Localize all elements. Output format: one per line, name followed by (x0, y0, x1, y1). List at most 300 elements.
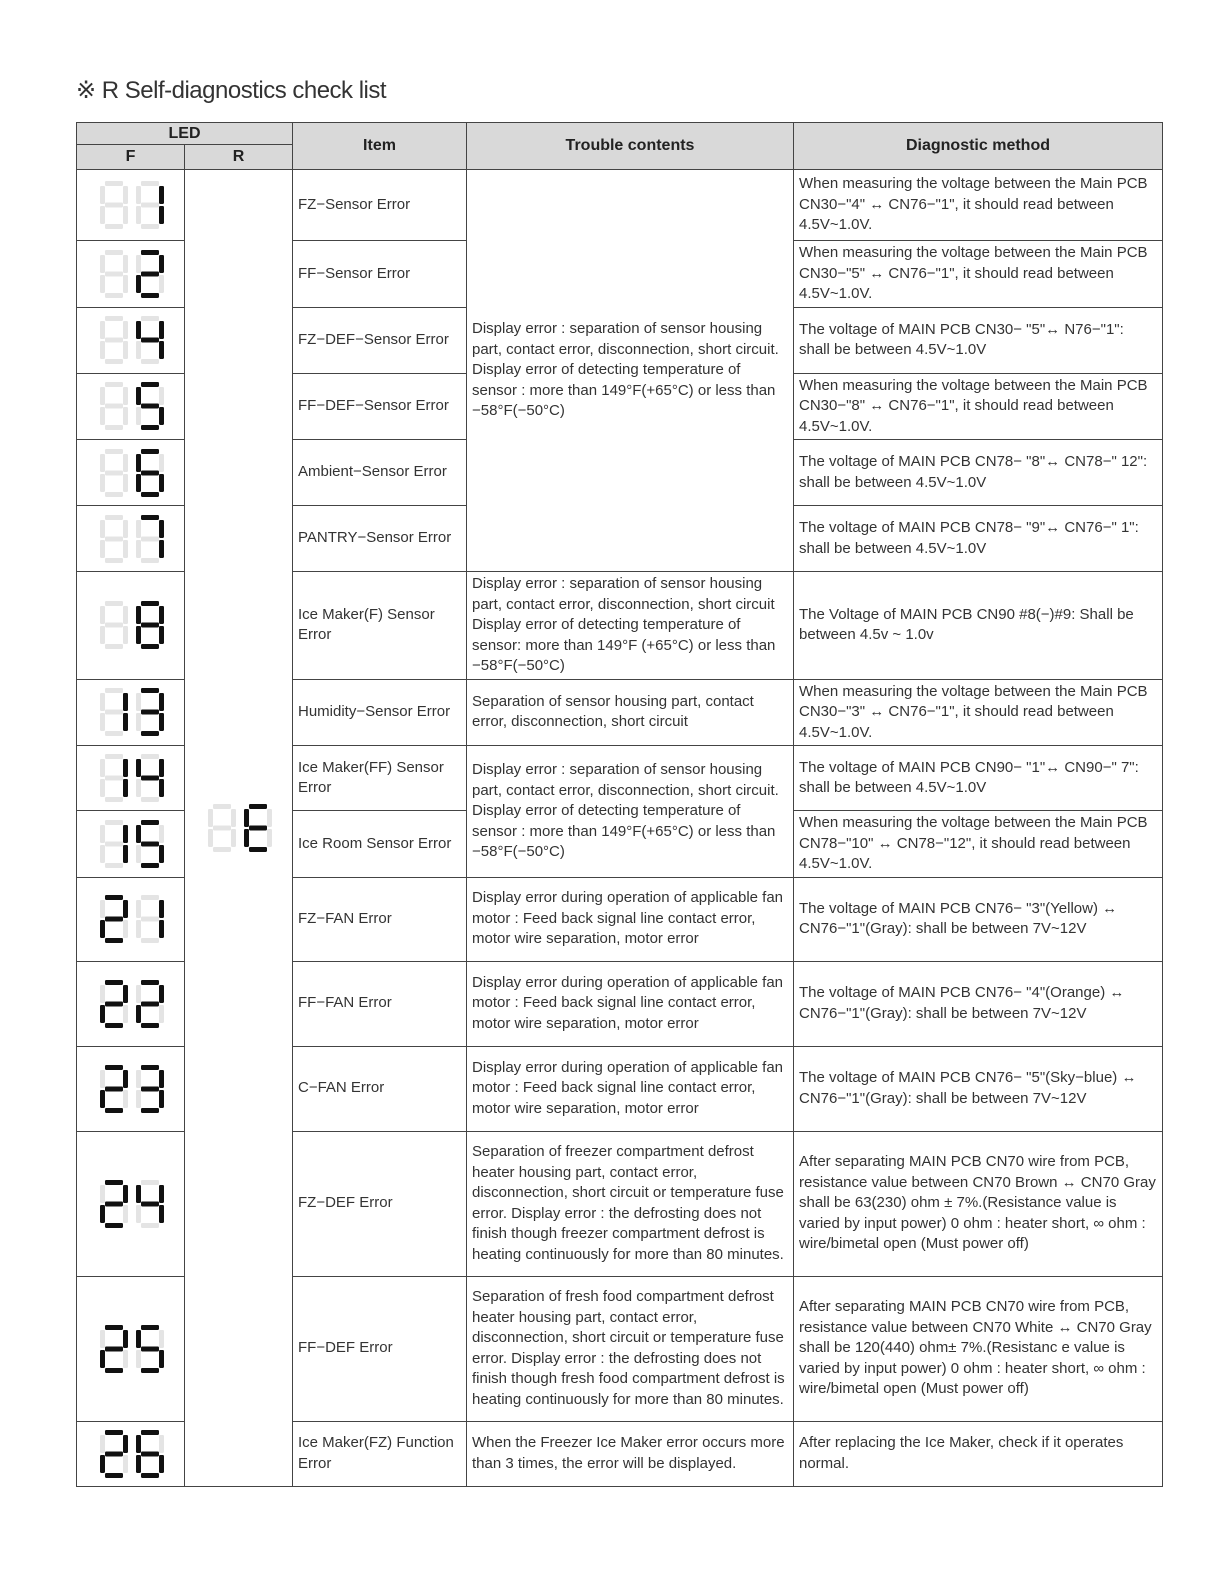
led-segment-c (123, 1090, 128, 1108)
led-segment-f (208, 809, 213, 827)
trouble-cell-sensor-group: Display error : separation of sensor housing part, contact error, disconnection, short circuit. Display error of detecting temperature of sensor : more than 149°F(+65°C) or less than −58°F(−50°C) (467, 170, 794, 572)
led-segment-e (100, 1350, 105, 1368)
led-segment-c (159, 1455, 164, 1473)
led-segment-c (231, 829, 236, 847)
led-segment-d (105, 797, 123, 802)
led-segment-e (136, 779, 141, 797)
led-segment-d (141, 863, 159, 868)
led-segment-b (123, 186, 128, 204)
led-segment-g (105, 1201, 123, 1206)
item-cell: Humidity−Sensor Error (293, 679, 467, 746)
diagnostic-cell: The voltage of MAIN PCB CN78− "9"↔ CN76−" 1": shall be between 4.5V~1.0V (794, 506, 1163, 572)
led-segment-d (105, 1368, 123, 1373)
led-segment-e (136, 540, 141, 558)
led-segment-c (159, 1005, 164, 1023)
led-segment-g (105, 1451, 123, 1456)
led-f-cell (77, 1421, 185, 1486)
diagnostic-cell: When measuring the voltage between the Main PCB CN30−"8" ↔ CN76−"1", it should read between 4.5V~1.0V. (794, 373, 1163, 440)
led-segment-a (105, 1065, 123, 1070)
led-display-f (90, 816, 172, 872)
led-segment-d (141, 1473, 159, 1478)
led-segment-f (136, 693, 141, 711)
item-cell: FZ−DEF−Sensor Error (293, 307, 467, 373)
led-f-cell (77, 877, 185, 961)
led-segment-g (141, 470, 159, 475)
diagnostic-cell: The voltage of MAIN PCB CN78− "8"↔ CN78−" 12": shall be between 4.5V~1.0V (794, 440, 1163, 506)
led-segment-a (105, 316, 123, 321)
led-segment-d (141, 644, 159, 649)
led-segment-b (123, 900, 128, 918)
led-segment-d (141, 1223, 159, 1228)
led-segment-d (141, 938, 159, 943)
led-segment-g (141, 1451, 159, 1456)
led-display-f (90, 891, 172, 947)
item-cell: FZ−DEF Error (293, 1131, 467, 1276)
led-segment-f (100, 255, 105, 273)
led-segment-g (249, 825, 267, 830)
led-segment-b (123, 759, 128, 777)
led-segment-g (105, 536, 123, 541)
led-segment-c (267, 829, 272, 847)
diagnostic-cell: When measuring the voltage between the Main PCB CN30−"3" ↔ CN76−"1", it should read between 4.5V~1.0V. (794, 679, 1163, 746)
led-segment-b (159, 454, 164, 472)
led-segment-c (123, 713, 128, 731)
led-segment-c (159, 1350, 164, 1368)
item-cell: FF−Sensor Error (293, 241, 467, 308)
led-segment-e (100, 779, 105, 797)
led-segment-b (159, 985, 164, 1003)
led-segment-f (100, 454, 105, 472)
led-segment-c (123, 845, 128, 863)
led-segment-d (105, 1223, 123, 1228)
led-segment-g (105, 710, 123, 715)
led-segment-f (136, 1330, 141, 1348)
led-segment-d (141, 1368, 159, 1373)
led-segment-c (159, 407, 164, 425)
item-cell: PANTRY−Sensor Error (293, 506, 467, 572)
led-segment-a (105, 895, 123, 900)
led-segment-a (141, 980, 159, 985)
led-display-f (90, 177, 172, 233)
led-segment-d (141, 731, 159, 736)
led-segment-c (159, 626, 164, 644)
led-segment-c (159, 1205, 164, 1223)
led-segment-a (105, 181, 123, 186)
led-segment-d (105, 1023, 123, 1028)
item-cell: Ice Maker(FZ) Function Error (293, 1421, 467, 1486)
led-segment-g (105, 917, 123, 922)
led-segment-g (141, 536, 159, 541)
led-segment-g (105, 470, 123, 475)
led-segment-d (141, 425, 159, 430)
led-segment-e (136, 1005, 141, 1023)
led-segment-b (123, 520, 128, 538)
led-segment-e (136, 1205, 141, 1223)
led-segment-b (123, 1185, 128, 1203)
led-segment-b (159, 900, 164, 918)
led-segment-g (141, 776, 159, 781)
led-segment-d (141, 359, 159, 364)
self-diagnostics-table (76, 122, 1163, 1487)
led-segment-a (141, 515, 159, 520)
diagnostic-cell: The voltage of MAIN PCB CN76− "5"(Sky−blue) ↔ CN76−"1"(Gray): shall be between 7V~12V (794, 1046, 1163, 1131)
led-segment-c (123, 626, 128, 644)
led-segment-b (123, 693, 128, 711)
led-segment-c (123, 920, 128, 938)
led-f-cell (77, 440, 185, 506)
led-segment-b (159, 520, 164, 538)
led-segment-f (100, 1070, 105, 1088)
item-cell: FZ−Sensor Error (293, 170, 467, 241)
led-segment-f (100, 1185, 105, 1203)
led-segment-a (141, 820, 159, 825)
diagnostic-cell: The voltage of MAIN PCB CN30− "5"↔ N76−"1": shall be between 4.5V~1.0V (794, 307, 1163, 373)
led-segment-d (141, 1023, 159, 1028)
led-display-f (90, 1321, 172, 1377)
item-cell: C−FAN Error (293, 1046, 467, 1131)
header-r: R (185, 145, 293, 170)
led-segment-f (136, 606, 141, 624)
led-segment-b (159, 693, 164, 711)
led-segment-b (123, 825, 128, 843)
led-segment-c (123, 779, 128, 797)
led-segment-f (100, 900, 105, 918)
item-cell: Ambient−Sensor Error (293, 440, 467, 506)
led-f-cell (77, 811, 185, 878)
led-segment-a (141, 1325, 159, 1330)
led-segment-e (100, 540, 105, 558)
led-segment-e (100, 1090, 105, 1108)
diagnostic-cell: After separating MAIN PCB CN70 wire from PCB, resistance value between CN70 Brown ↔ CN70 Gray shall be 63(230) ohm ± 7%.(Resistance value is varied by input power) 0 ohm : heater short, ∞ ohm : wire/bimetal open (Must power off) (794, 1131, 1163, 1276)
led-segment-f (136, 186, 141, 204)
led-segment-g (141, 1346, 159, 1351)
led-segment-b (123, 985, 128, 1003)
led-segment-a (105, 688, 123, 693)
led-segment-d (141, 1108, 159, 1113)
led-segment-e (136, 920, 141, 938)
led-segment-a (105, 382, 123, 387)
led-segment-a (141, 895, 159, 900)
led-segment-a (141, 382, 159, 387)
led-segment-a (141, 1065, 159, 1070)
trouble-cell: When the Freezer Ice Maker error occurs more than 3 times, the error will be displayed. (467, 1421, 794, 1486)
led-segment-c (123, 275, 128, 293)
led-segment-a (105, 250, 123, 255)
led-segment-d (105, 1473, 123, 1478)
led-segment-d (213, 847, 231, 852)
led-segment-a (105, 601, 123, 606)
led-segment-g (105, 1086, 123, 1091)
led-segment-c (123, 1005, 128, 1023)
led-segment-e (136, 1455, 141, 1473)
led-segment-b (123, 387, 128, 405)
led-segment-e (100, 275, 105, 293)
led-segment-b (123, 454, 128, 472)
led-segment-e (244, 829, 249, 847)
led-segment-b (159, 825, 164, 843)
led-display-f (90, 312, 172, 368)
led-segment-g (141, 710, 159, 715)
led-segment-b (267, 809, 272, 827)
led-segment-b (159, 186, 164, 204)
led-segment-e (100, 713, 105, 731)
led-segment-d (105, 731, 123, 736)
led-segment-b (159, 387, 164, 405)
led-segment-e (136, 1350, 141, 1368)
trouble-cell-ice-sensor-group: Display error : separation of sensor housing part, contact error, disconnection, short circuit. Display error of detecting temperature of sensor : more than 149°F(+65°C) or less than −58°F(−50°C) (467, 746, 794, 878)
led-display-f (90, 246, 172, 302)
led-segment-b (123, 1435, 128, 1453)
led-segment-f (100, 1435, 105, 1453)
led-segment-g (105, 271, 123, 276)
led-segment-f (136, 1185, 141, 1203)
led-segment-c (159, 474, 164, 492)
led-segment-c (123, 1455, 128, 1473)
led-segment-d (141, 224, 159, 229)
led-segment-c (159, 1090, 164, 1108)
led-segment-d (105, 863, 123, 868)
trouble-cell: Display error during operation of applicable fan motor : Feed back signal line contact error, motor wire separation, motor error (467, 877, 794, 961)
led-display-f (90, 1176, 172, 1232)
led-segment-a (141, 449, 159, 454)
led-f-cell (77, 241, 185, 308)
led-segment-f (100, 825, 105, 843)
led-display-f (90, 597, 172, 653)
led-segment-b (231, 809, 236, 827)
led-segment-f (100, 321, 105, 339)
led-segment-g (141, 1086, 159, 1091)
led-segment-d (141, 293, 159, 298)
led-segment-d (105, 938, 123, 943)
led-segment-e (100, 920, 105, 938)
led-segment-c (159, 206, 164, 224)
led-segment-f (136, 985, 141, 1003)
led-segment-a (105, 1325, 123, 1330)
header-diagnostic: Diagnostic method (794, 123, 1163, 170)
led-segment-a (141, 316, 159, 321)
led-segment-a (141, 688, 159, 693)
led-f-cell (77, 506, 185, 572)
diagnostic-cell: The voltage of MAIN PCB CN90− "1"↔ CN90−" 7": shall be between 4.5V~1.0V (794, 746, 1163, 811)
led-segment-g (105, 841, 123, 846)
led-segment-g (141, 917, 159, 922)
led-segment-e (100, 1205, 105, 1223)
led-segment-d (105, 644, 123, 649)
trouble-cell: Display error during operation of applicable fan motor : Feed back signal line contact error, motor wire separation, motor error (467, 1046, 794, 1131)
header-trouble: Trouble contents (467, 123, 794, 170)
led-segment-c (123, 1350, 128, 1368)
led-segment-a (105, 754, 123, 759)
led-segment-b (159, 1185, 164, 1203)
led-segment-e (136, 713, 141, 731)
led-segment-e (136, 626, 141, 644)
led-f-cell (77, 679, 185, 746)
led-segment-f (136, 825, 141, 843)
led-segment-f (100, 1330, 105, 1348)
diagnostic-cell: When measuring the voltage between the Main PCB CN30−"5" ↔ CN76−"1", it should read between 4.5V~1.0V. (794, 241, 1163, 308)
led-segment-d (105, 558, 123, 563)
led-segment-f (136, 454, 141, 472)
led-display-f (90, 1061, 172, 1117)
item-cell: Ice Maker(F) Sensor Error (293, 572, 467, 680)
led-segment-g (141, 404, 159, 409)
led-display-f (90, 1426, 172, 1482)
led-segment-e (136, 341, 141, 359)
led-segment-g (141, 841, 159, 846)
led-segment-a (105, 1430, 123, 1435)
led-segment-b (159, 606, 164, 624)
led-segment-d (105, 425, 123, 430)
led-segment-a (141, 250, 159, 255)
led-segment-a (141, 601, 159, 606)
led-segment-c (159, 540, 164, 558)
led-segment-e (136, 206, 141, 224)
trouble-cell: Separation of sensor housing part, contact error, disconnection, short circuit (467, 679, 794, 746)
led-segment-c (159, 341, 164, 359)
led-segment-e (100, 474, 105, 492)
led-display-f (90, 445, 172, 501)
led-segment-f (136, 255, 141, 273)
led-segment-a (213, 804, 231, 809)
led-segment-d (141, 492, 159, 497)
led-segment-d (105, 492, 123, 497)
led-segment-c (159, 275, 164, 293)
led-segment-g (105, 776, 123, 781)
led-segment-a (141, 181, 159, 186)
trouble-cell: Display error during operation of applicable fan motor : Feed back signal line contact error, motor wire separation, motor error (467, 961, 794, 1046)
led-segment-f (100, 606, 105, 624)
led-segment-a (105, 820, 123, 825)
led-segment-e (100, 206, 105, 224)
led-segment-g (105, 203, 123, 208)
led-segment-e (100, 341, 105, 359)
led-segment-g (105, 338, 123, 343)
led-segment-e (100, 626, 105, 644)
led-segment-c (123, 540, 128, 558)
led-segment-g (141, 1201, 159, 1206)
led-segment-b (123, 1070, 128, 1088)
led-f-cell (77, 961, 185, 1046)
led-segment-f (100, 985, 105, 1003)
diagnostic-cell: The voltage of MAIN PCB CN76− "4"(Orange) ↔ CN76−"1"(Gray): shall be between 7V~12V (794, 961, 1163, 1046)
header-f: F (77, 145, 185, 170)
led-segment-b (159, 1070, 164, 1088)
led-segment-d (249, 847, 267, 852)
led-segment-a (105, 515, 123, 520)
header-item: Item (293, 123, 467, 170)
led-segment-c (123, 1205, 128, 1223)
led-segment-b (123, 606, 128, 624)
led-segment-g (105, 1001, 123, 1006)
trouble-cell: Separation of fresh food compartment defrost heater housing part, contact error, disconnection, short circuit or temperature fuse error. Display error : the defrosting does not finish though fresh food compartment defrost is heating continuously for more than 80 minutes. (467, 1276, 794, 1421)
led-segment-e (136, 845, 141, 863)
led-segment-f (136, 387, 141, 405)
led-segment-f (244, 809, 249, 827)
led-segment-e (136, 474, 141, 492)
led-segment-f (100, 186, 105, 204)
led-segment-g (213, 825, 231, 830)
led-segment-g (105, 623, 123, 628)
led-segment-f (100, 520, 105, 538)
led-segment-a (141, 1180, 159, 1185)
led-segment-e (136, 275, 141, 293)
led-display-f (90, 976, 172, 1032)
diagnostic-cell: When measuring the voltage between the Main PCB CN78−"10" ↔ CN78−"12", it should read between 4.5V~1.0V. (794, 811, 1163, 878)
led-segment-b (159, 759, 164, 777)
led-segment-e (208, 829, 213, 847)
item-cell: FF−FAN Error (293, 961, 467, 1046)
led-segment-c (123, 341, 128, 359)
led-segment-c (123, 206, 128, 224)
trouble-cell: Separation of freezer compartment defrost heater housing part, contact error, disconnection, short circuit or temperature fuse error. Display error : the defrosting does not finish though freezer compartment defrost is heating continuously for more than 80 minutes. (467, 1131, 794, 1276)
led-segment-b (159, 255, 164, 273)
led-segment-c (159, 779, 164, 797)
led-display-r (198, 800, 280, 856)
trouble-cell: Display error : separation of sensor housing part, contact error, disconnection, short circuit Display error of detecting temperature of sensor: more than 149°F (+65°C) or less than −58°F(−50°C) (467, 572, 794, 680)
led-display-f (90, 750, 172, 806)
led-segment-a (141, 754, 159, 759)
led-segment-g (141, 203, 159, 208)
led-segment-f (100, 759, 105, 777)
led-segment-f (136, 1435, 141, 1453)
led-segment-d (105, 1108, 123, 1113)
led-f-cell (77, 1131, 185, 1276)
led-segment-g (141, 271, 159, 276)
led-segment-d (141, 558, 159, 563)
led-display-f (90, 684, 172, 740)
item-cell: Ice Maker(FF) Sensor Error (293, 746, 467, 811)
led-segment-d (105, 293, 123, 298)
led-segment-b (159, 1435, 164, 1453)
led-segment-g (105, 1346, 123, 1351)
led-segment-c (123, 474, 128, 492)
led-segment-e (100, 845, 105, 863)
item-cell: FF−DEF Error (293, 1276, 467, 1421)
led-segment-e (100, 407, 105, 425)
led-f-cell (77, 1276, 185, 1421)
led-segment-c (159, 920, 164, 938)
led-segment-c (123, 407, 128, 425)
led-segment-d (105, 224, 123, 229)
led-segment-f (136, 1070, 141, 1088)
led-segment-c (159, 845, 164, 863)
led-f-cell (77, 373, 185, 440)
led-segment-a (141, 1430, 159, 1435)
item-cell: FZ−FAN Error (293, 877, 467, 961)
led-segment-f (136, 321, 141, 339)
led-segment-g (105, 404, 123, 409)
led-segment-f (136, 520, 141, 538)
page-title: ※ R Self-diagnostics check list (76, 77, 387, 104)
diagnostic-cell: After replacing the Ice Maker, check if it operates normal. (794, 1421, 1163, 1486)
led-segment-e (100, 1455, 105, 1473)
diagnostic-cell: The voltage of MAIN PCB CN76− "3"(Yellow) ↔ CN76−"1"(Gray): shall be between 7V~12V (794, 877, 1163, 961)
led-segment-b (123, 1330, 128, 1348)
led-segment-a (105, 1180, 123, 1185)
led-r-cell (185, 170, 293, 1487)
diagnostic-cell: When measuring the voltage between the Main PCB CN30−"4" ↔ CN76−"1", it should read between 4.5V~1.0V. (794, 170, 1163, 241)
led-segment-f (100, 387, 105, 405)
led-f-cell (77, 307, 185, 373)
led-segment-e (136, 407, 141, 425)
diagnostic-cell: After separating MAIN PCB CN70 wire from PCB, resistance value between CN70 White ↔ CN70 Gray shall be 120(440) ohm± 7%.(Resistanc e value is varied by input power) 0 ohm : heater short, ∞ ohm : wire/bimetal open (Must power off) (794, 1276, 1163, 1421)
led-display-f (90, 511, 172, 567)
led-segment-b (123, 321, 128, 339)
led-segment-f (100, 693, 105, 711)
led-segment-d (141, 797, 159, 802)
led-segment-b (159, 1330, 164, 1348)
led-segment-d (105, 359, 123, 364)
